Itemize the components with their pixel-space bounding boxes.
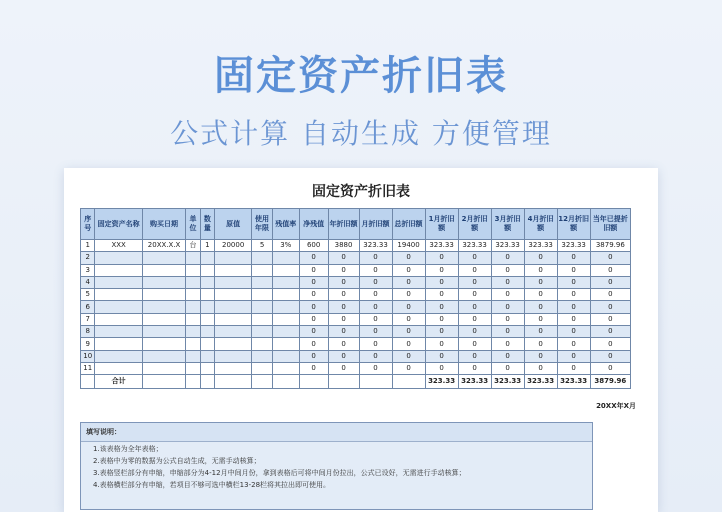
table-cell[interactable]: 0 [524, 362, 557, 374]
table-cell[interactable] [215, 276, 252, 288]
table-cell[interactable] [95, 313, 142, 325]
table-cell[interactable] [215, 301, 252, 313]
table-cell[interactable]: 0 [425, 264, 458, 276]
column-header[interactable]: 12月折旧额 [557, 209, 590, 240]
table-cell[interactable]: 5 [81, 289, 95, 301]
table-row [81, 350, 631, 362]
table-cell[interactable]: 0 [359, 264, 392, 276]
table-cell[interactable]: 0 [425, 252, 458, 264]
table-cell[interactable]: 0 [359, 362, 392, 374]
table-cell[interactable]: 0 [392, 350, 425, 362]
table-cell[interactable]: 0 [524, 338, 557, 350]
table-cell[interactable]: 0 [557, 289, 590, 301]
table-cell[interactable]: 0 [458, 326, 491, 338]
table-cell[interactable]: 0 [458, 313, 491, 325]
table-cell[interactable] [95, 338, 142, 350]
table-cell[interactable] [200, 350, 214, 362]
table-cell[interactable] [252, 289, 273, 301]
table-cell[interactable] [272, 338, 299, 350]
table-cell[interactable]: 0 [491, 338, 524, 350]
table-cell[interactable]: 0 [359, 301, 392, 313]
instructions-panel [80, 422, 593, 510]
table-row [81, 301, 631, 313]
table-cell[interactable] [200, 313, 214, 325]
table-cell[interactable]: 0 [359, 350, 392, 362]
table-cell[interactable]: 0 [392, 301, 425, 313]
table-row [81, 289, 631, 301]
table-cell[interactable] [215, 313, 252, 325]
table-cell[interactable]: 6 [81, 301, 95, 313]
table-cell[interactable] [95, 350, 142, 362]
column-header[interactable]: 固定资产名称 [95, 209, 142, 240]
table-cell[interactable]: 0 [425, 301, 458, 313]
table-cell[interactable]: 323.33 [458, 240, 491, 252]
column-header[interactable]: 购买日期 [142, 209, 185, 240]
table-cell[interactable]: 0 [425, 326, 458, 338]
table-cell[interactable]: 0 [524, 264, 557, 276]
table-cell[interactable]: 0 [359, 276, 392, 288]
table-cell[interactable]: 0 [359, 313, 392, 325]
table-cell[interactable] [252, 301, 273, 313]
instruction-item: 3.表格竖栏部分有申缩，申缩部分为4-12月中间月份，拿到表格后可将中间月份拉出，公式已设好，无需进行手动核算； [93, 469, 466, 477]
column-header[interactable]: 净残值 [299, 209, 328, 240]
table-cell[interactable] [215, 350, 252, 362]
instruction-item: 4.表格横栏部分有申缩，若项目不够可选中横栏13-28栏将其拉出即可使用。 [93, 481, 331, 489]
table-cell[interactable] [186, 264, 200, 276]
table-cell[interactable]: 0 [299, 301, 328, 313]
column-header[interactable]: 单位 [186, 209, 200, 240]
table-cell[interactable]: 0 [392, 313, 425, 325]
table-cell[interactable]: 0 [299, 326, 328, 338]
table-cell[interactable]: 0 [425, 289, 458, 301]
table-cell[interactable]: 0 [557, 264, 590, 276]
table-cell[interactable]: 0 [524, 350, 557, 362]
table-cell[interactable] [252, 264, 273, 276]
table-cell[interactable] [215, 338, 252, 350]
table-cell[interactable] [95, 326, 142, 338]
table-cell[interactable]: 8 [81, 326, 95, 338]
table-cell[interactable] [200, 289, 214, 301]
table-cell[interactable] [95, 362, 142, 374]
table-cell[interactable]: 19400 [392, 240, 425, 252]
table-cell[interactable]: 0 [491, 313, 524, 325]
table-cell[interactable]: 0 [299, 313, 328, 325]
table-cell[interactable]: 323.33 [557, 240, 590, 252]
table-cell[interactable]: 0 [299, 276, 328, 288]
table-cell[interactable]: 0 [392, 264, 425, 276]
instruction-item: 2.表格中为零的数据为公式自动生成，无需手动核算； [93, 457, 261, 465]
table-cell[interactable]: 7 [81, 313, 95, 325]
table-cell[interactable] [200, 362, 214, 374]
table-cell[interactable] [142, 326, 185, 338]
total-label: 合计 [95, 375, 142, 389]
table-cell[interactable]: 0 [491, 276, 524, 288]
table-cell[interactable] [359, 375, 392, 389]
table-cell[interactable] [215, 375, 252, 389]
table-cell[interactable]: 0 [458, 338, 491, 350]
table-cell[interactable]: 600 [299, 240, 328, 252]
table-cell[interactable]: 0 [491, 301, 524, 313]
table-cell[interactable]: 20000 [215, 240, 252, 252]
table-cell[interactable] [95, 289, 142, 301]
table-cell[interactable]: 0 [590, 252, 630, 264]
table-cell[interactable] [215, 252, 252, 264]
table-cell[interactable]: 20XX.X.X [142, 240, 185, 252]
table-cell[interactable]: 0 [557, 252, 590, 264]
instructions-heading: 填写说明： [81, 423, 592, 442]
table-cell[interactable] [142, 350, 185, 362]
hero-title: 固定资产折旧表 [214, 53, 508, 99]
total-value[interactable]: 3879.96 [590, 375, 630, 389]
table-cell[interactable]: 0 [590, 313, 630, 325]
table-cell[interactable] [142, 338, 185, 350]
table-cell[interactable]: 0 [590, 289, 630, 301]
table-cell[interactable] [252, 326, 273, 338]
column-header[interactable]: 1月折旧额 [425, 209, 458, 240]
table-cell[interactable] [142, 301, 185, 313]
table-cell[interactable]: 3% [272, 240, 299, 252]
table-cell[interactable] [142, 375, 185, 389]
table-cell[interactable] [252, 252, 273, 264]
table-row [81, 252, 631, 264]
table-cell[interactable]: 0 [299, 252, 328, 264]
table-cell[interactable] [272, 252, 299, 264]
table-cell[interactable]: 0 [590, 264, 630, 276]
table-row [81, 326, 631, 338]
table-cell[interactable]: 0 [557, 362, 590, 374]
table-cell[interactable]: 0 [524, 252, 557, 264]
table-cell[interactable] [95, 301, 142, 313]
column-header[interactable]: 当年已提折旧额 [590, 209, 630, 240]
table-cell[interactable]: 0 [557, 276, 590, 288]
table-cell[interactable] [186, 301, 200, 313]
table-cell[interactable] [272, 276, 299, 288]
table-cell[interactable] [392, 375, 425, 389]
table-cell[interactable]: 台 [186, 240, 200, 252]
table-cell[interactable]: 0 [458, 362, 491, 374]
table-cell[interactable] [215, 264, 252, 276]
table-cell[interactable]: 323.33 [491, 240, 524, 252]
total-value[interactable]: 323.33 [557, 375, 590, 389]
table-cell[interactable] [215, 326, 252, 338]
table-cell[interactable]: 0 [590, 276, 630, 288]
table-cell[interactable]: 0 [299, 264, 328, 276]
table-cell[interactable]: 2 [81, 252, 95, 264]
table-cell[interactable]: 0 [557, 313, 590, 325]
table-cell[interactable] [186, 362, 200, 374]
depreciation-table [80, 208, 631, 389]
table-cell[interactable]: 0 [359, 338, 392, 350]
table-row [81, 362, 631, 374]
table-cell[interactable] [95, 276, 142, 288]
table-cell[interactable]: 0 [328, 338, 359, 350]
table-cell[interactable]: 10 [81, 350, 95, 362]
table-cell[interactable]: 0 [590, 326, 630, 338]
table-cell[interactable]: 0 [524, 289, 557, 301]
table-cell[interactable]: 9 [81, 338, 95, 350]
table-cell[interactable]: 0 [458, 289, 491, 301]
table-cell[interactable]: 0 [328, 264, 359, 276]
table-cell[interactable]: 0 [491, 289, 524, 301]
table-cell[interactable]: 0 [557, 350, 590, 362]
table-cell[interactable] [272, 264, 299, 276]
table-cell[interactable] [200, 338, 214, 350]
table-cell[interactable]: 0 [557, 301, 590, 313]
table-cell[interactable]: 0 [328, 313, 359, 325]
table-cell[interactable] [186, 338, 200, 350]
table-cell[interactable] [328, 375, 359, 389]
table-cell[interactable]: 0 [328, 252, 359, 264]
table-cell[interactable]: 0 [590, 350, 630, 362]
table-cell[interactable] [272, 362, 299, 374]
table-cell[interactable] [272, 350, 299, 362]
table-cell[interactable]: XXX [95, 240, 142, 252]
table-cell[interactable]: 11 [81, 362, 95, 374]
spreadsheet-sheet [64, 168, 658, 512]
table-cell[interactable] [186, 276, 200, 288]
table-header-row [81, 209, 631, 240]
table-cell[interactable]: 0 [299, 362, 328, 374]
table-cell[interactable] [272, 301, 299, 313]
table-cell[interactable]: 0 [359, 289, 392, 301]
table-cell[interactable]: 0 [557, 338, 590, 350]
table-cell[interactable]: 0 [524, 313, 557, 325]
table-cell[interactable] [215, 289, 252, 301]
table-cell[interactable]: 0 [590, 301, 630, 313]
total-value[interactable]: 323.33 [491, 375, 524, 389]
table-cell[interactable] [186, 313, 200, 325]
table-cell[interactable]: 5 [252, 240, 273, 252]
column-header[interactable]: 原值 [215, 209, 252, 240]
table-cell[interactable] [272, 313, 299, 325]
table-cell[interactable]: 323.33 [524, 240, 557, 252]
column-header[interactable]: 4月折旧额 [524, 209, 557, 240]
table-cell[interactable] [95, 264, 142, 276]
table-cell[interactable] [186, 375, 200, 389]
table-cell[interactable]: 0 [425, 350, 458, 362]
table-cell[interactable] [81, 375, 95, 389]
table-cell[interactable]: 1 [81, 240, 95, 252]
table-cell[interactable]: 0 [328, 301, 359, 313]
table-cell[interactable] [200, 326, 214, 338]
table-cell[interactable]: 0 [392, 289, 425, 301]
table-cell[interactable]: 0 [392, 362, 425, 374]
hero-subtitle: 公式计算 自动生成 方便管理 [170, 117, 552, 150]
table-cell[interactable]: 3 [81, 264, 95, 276]
table-cell[interactable] [142, 264, 185, 276]
column-header[interactable]: 2月折旧额 [458, 209, 491, 240]
table-cell[interactable] [252, 313, 273, 325]
table-cell[interactable] [215, 362, 252, 374]
table-cell[interactable]: 0 [299, 338, 328, 350]
column-header[interactable]: 月折旧额 [359, 209, 392, 240]
column-header[interactable]: 残值率 [272, 209, 299, 240]
total-value[interactable]: 323.33 [458, 375, 491, 389]
table-cell[interactable] [272, 326, 299, 338]
table-cell[interactable]: 1 [200, 240, 214, 252]
table-cell[interactable]: 0 [458, 252, 491, 264]
sheet-date: 20XX年X月 [596, 402, 636, 410]
table-row [81, 313, 631, 325]
column-header[interactable]: 数量 [200, 209, 214, 240]
table-cell[interactable] [200, 301, 214, 313]
table-cell[interactable] [142, 276, 185, 288]
column-header[interactable]: 使用年限 [252, 209, 273, 240]
table-cell[interactable]: 3880 [328, 240, 359, 252]
table-cell[interactable] [252, 276, 273, 288]
table-cell[interactable]: 0 [425, 313, 458, 325]
table-cell[interactable] [142, 289, 185, 301]
table-cell[interactable] [200, 375, 214, 389]
total-value[interactable]: 323.33 [524, 375, 557, 389]
column-header[interactable]: 3月折旧额 [491, 209, 524, 240]
table-row [81, 240, 631, 252]
table-cell[interactable] [252, 375, 273, 389]
table-cell[interactable]: 0 [392, 338, 425, 350]
table-cell[interactable]: 0 [425, 338, 458, 350]
sheet-title: 固定资产折旧表 [312, 184, 410, 200]
table-cell[interactable] [272, 289, 299, 301]
table-cell[interactable]: 0 [359, 326, 392, 338]
table-cell[interactable]: 0 [491, 350, 524, 362]
total-row [81, 375, 631, 389]
table-cell[interactable]: 0 [524, 326, 557, 338]
table-cell[interactable] [186, 326, 200, 338]
table-cell[interactable] [142, 313, 185, 325]
table-cell[interactable]: 0 [328, 289, 359, 301]
table-cell[interactable]: 0 [491, 326, 524, 338]
table-cell[interactable]: 0 [425, 276, 458, 288]
table-cell[interactable] [186, 289, 200, 301]
table-cell[interactable]: 0 [392, 276, 425, 288]
table-row [81, 264, 631, 276]
table-cell[interactable]: 0 [458, 350, 491, 362]
table-cell[interactable] [200, 264, 214, 276]
table-cell[interactable]: 0 [458, 264, 491, 276]
column-header[interactable]: 总折旧额 [392, 209, 425, 240]
column-header[interactable]: 序号 [81, 209, 95, 240]
table-cell[interactable] [186, 350, 200, 362]
table-cell[interactable] [142, 362, 185, 374]
table-cell[interactable] [142, 252, 185, 264]
table-cell[interactable] [299, 375, 328, 389]
table-cell[interactable]: 0 [425, 362, 458, 374]
table-cell[interactable]: 0 [299, 289, 328, 301]
instructions-list [81, 442, 592, 490]
table-cell[interactable]: 0 [328, 350, 359, 362]
total-value[interactable]: 323.33 [425, 375, 458, 389]
table-cell[interactable] [95, 252, 142, 264]
table-cell[interactable] [186, 252, 200, 264]
table-cell[interactable]: 0 [392, 252, 425, 264]
table-cell[interactable]: 0 [590, 362, 630, 374]
table-cell[interactable] [200, 276, 214, 288]
table-cell[interactable]: 0 [491, 362, 524, 374]
table-cell[interactable] [252, 362, 273, 374]
table-cell[interactable] [272, 375, 299, 389]
table-cell[interactable] [252, 350, 273, 362]
table-cell[interactable]: 323.33 [359, 240, 392, 252]
table-cell[interactable]: 0 [328, 326, 359, 338]
table-cell[interactable]: 3879.96 [590, 240, 630, 252]
table-cell[interactable]: 0 [491, 264, 524, 276]
table-cell[interactable]: 0 [458, 276, 491, 288]
table-row [81, 338, 631, 350]
table-cell[interactable]: 0 [328, 276, 359, 288]
table-cell[interactable] [200, 252, 214, 264]
table-cell[interactable]: 0 [524, 276, 557, 288]
column-header[interactable]: 年折旧额 [328, 209, 359, 240]
table-cell[interactable]: 0 [458, 301, 491, 313]
table-cell[interactable]: 4 [81, 276, 95, 288]
table-row [81, 276, 631, 288]
table-cell[interactable]: 0 [359, 252, 392, 264]
table-cell[interactable]: 0 [590, 338, 630, 350]
table-cell[interactable]: 0 [557, 326, 590, 338]
table-cell[interactable]: 0 [299, 350, 328, 362]
instruction-item: 1.该表格为全年表格； [93, 445, 163, 453]
table-cell[interactable]: 0 [328, 362, 359, 374]
table-cell[interactable]: 0 [491, 252, 524, 264]
table-cell[interactable]: 0 [524, 301, 557, 313]
table-cell[interactable] [252, 338, 273, 350]
table-cell[interactable]: 0 [392, 326, 425, 338]
table-cell[interactable]: 323.33 [425, 240, 458, 252]
